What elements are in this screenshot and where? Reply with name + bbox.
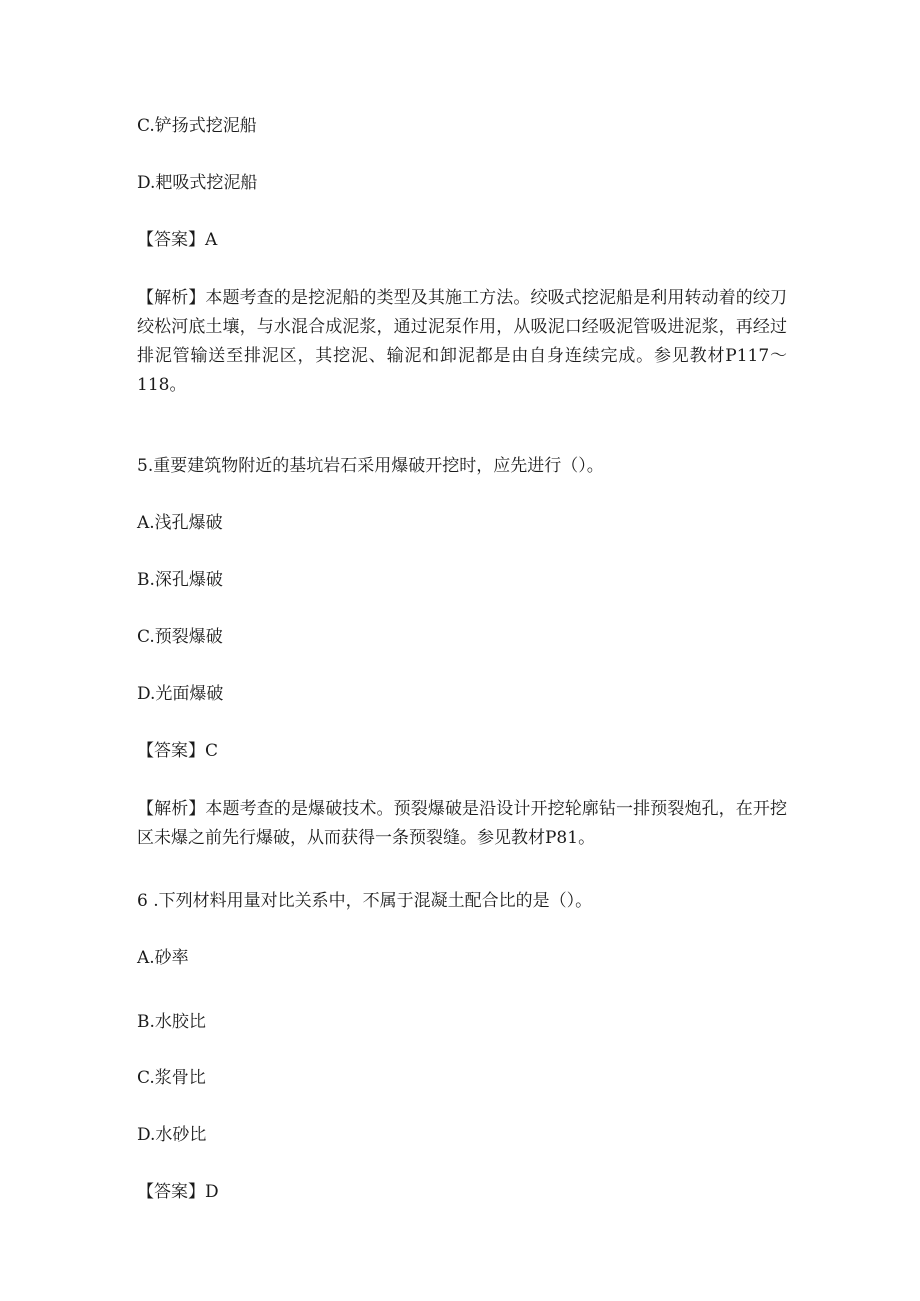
q6-option-a: A.砂率 [137,948,189,968]
q4-answer: 【答案】A [137,230,218,250]
q5-option-d: D.光面爆破 [137,684,224,704]
q6-option-b: B.水胶比 [137,1012,206,1032]
q5-option-b: B.深孔爆破 [137,570,223,590]
q5-option-c: C.预裂爆破 [137,627,223,647]
q5-question: 5.重要建筑物附近的基坑岩石采用爆破开挖时，应先进行（）。 [137,456,604,476]
q4-explanation: 【解析】本题考查的是挖泥船的类型及其施工方法。绞吸式挖泥船是利用转动着的绞刀绞松河底土壤，与水混合成泥浆，通过泥泵作用，从吸泥口经吸泥管吸进泥浆，再经过排泥管输送至排泥区，其挖泥、输泥和卸泥都是由自身连续完成。参见教材P117～118。 [137,288,787,395]
q6-question: 6 .下列材料用量对比关系中，不属于混凝土配合比的是（）。 [137,891,593,911]
q5-option-a: A.浅孔爆破 [137,513,223,533]
q4-option-c: C.铲扬式挖泥船 [137,116,257,136]
q5-explanation: 【解析】本题考查的是爆破技术。预裂爆破是沿设计开挖轮廓钻一排预裂炮孔，在开挖区未爆之前先行爆破，从而获得一条预裂缝。参见教材P81。 [137,799,787,848]
q4-option-d: D.耙吸式挖泥船 [137,173,258,193]
q6-option-c: C.浆骨比 [137,1068,206,1088]
q5-answer: 【答案】C [137,741,219,761]
q6-option-d: D.水砂比 [137,1125,207,1145]
q6-answer: 【答案】D [137,1182,219,1202]
